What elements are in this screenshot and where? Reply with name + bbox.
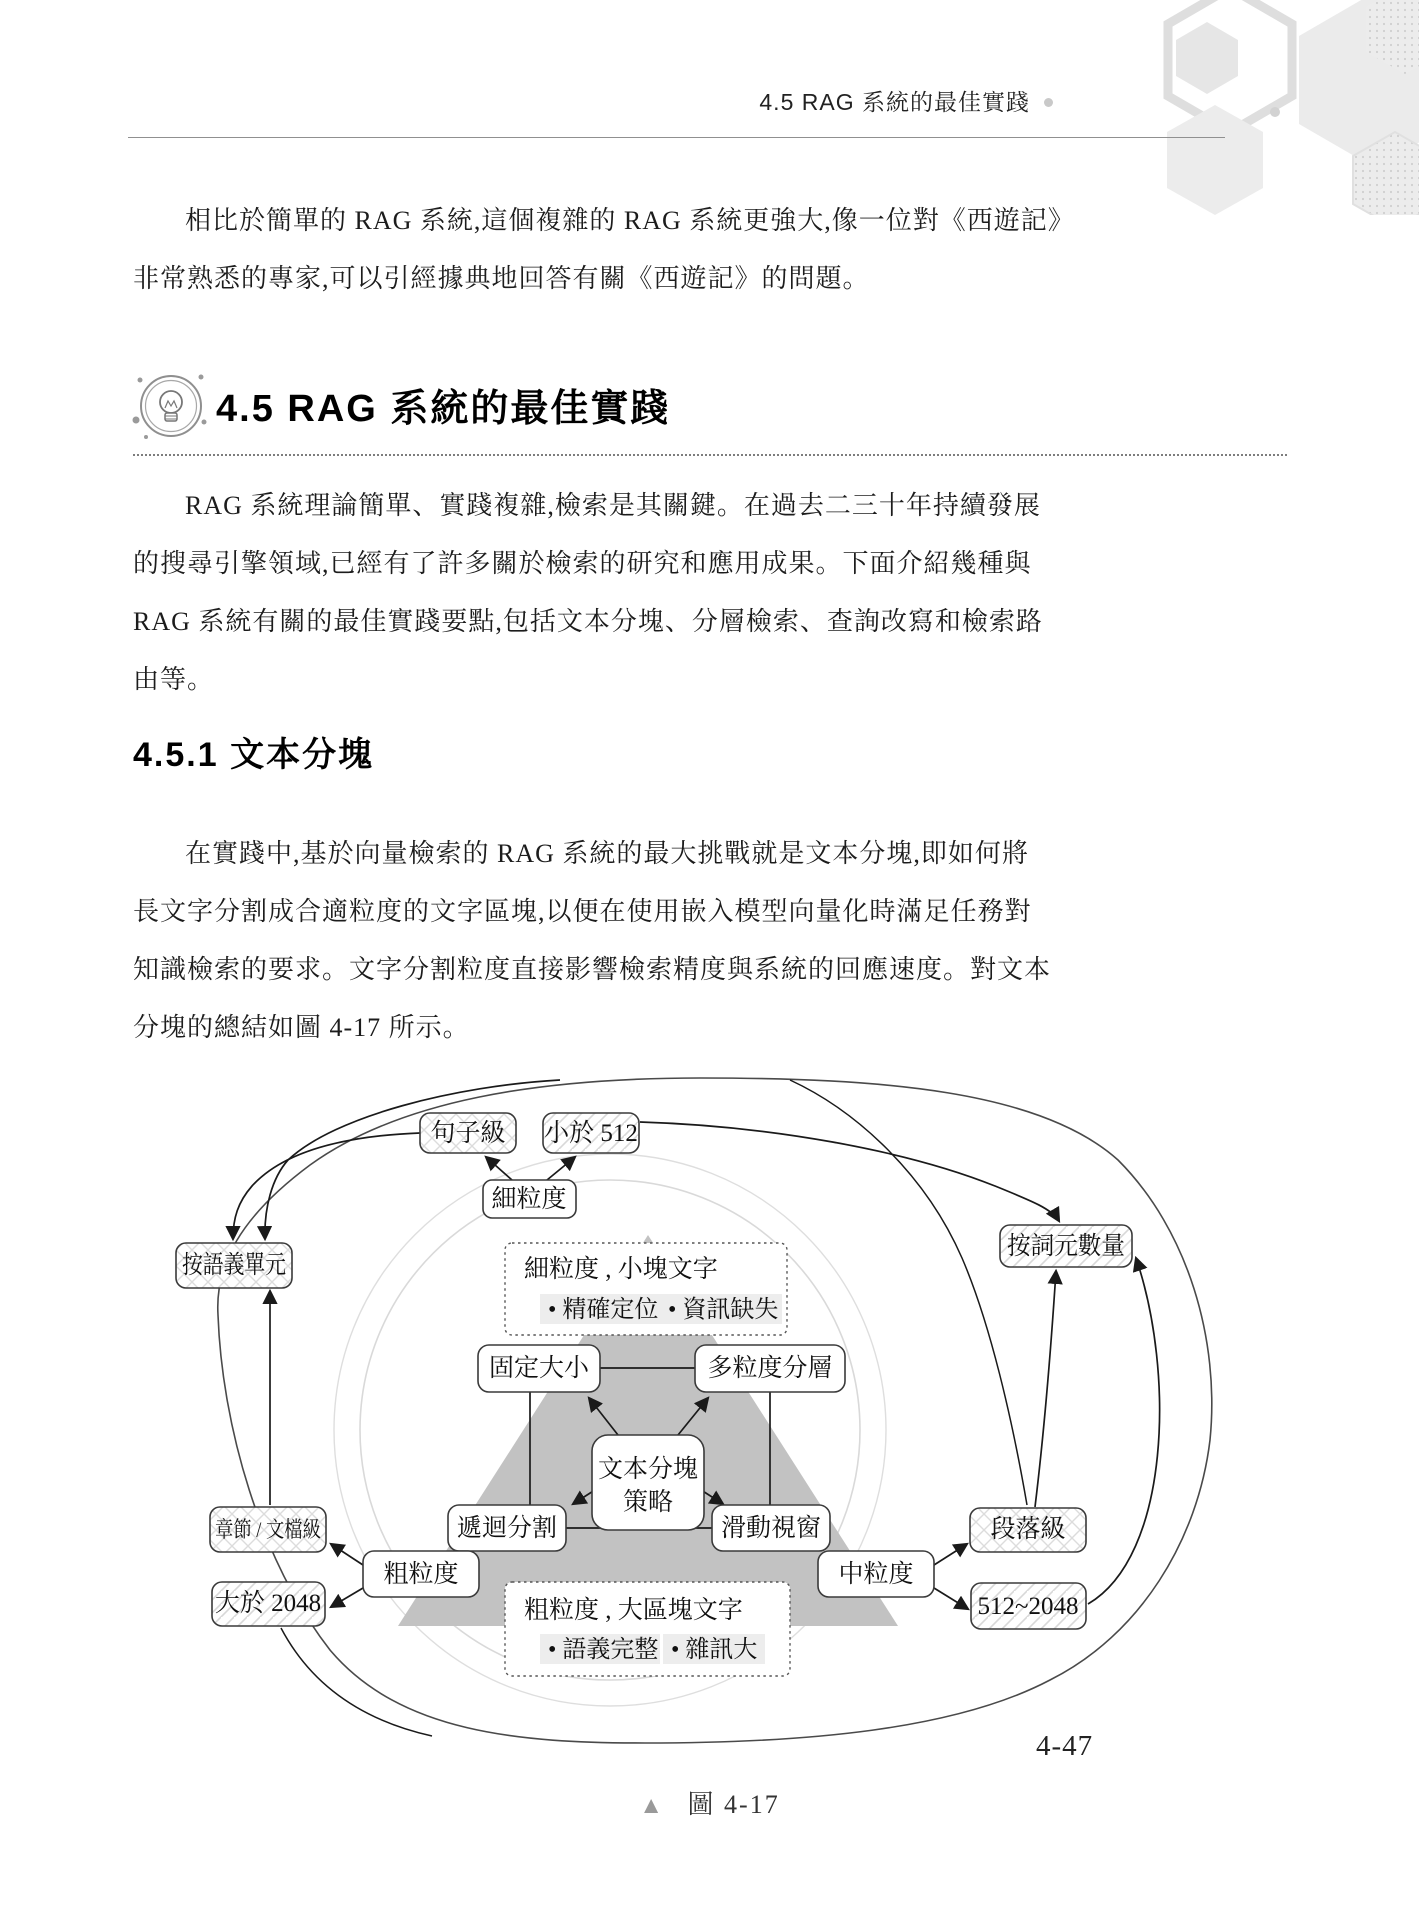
figure-caption-text: 圖 4-17: [687, 1790, 780, 1819]
svg-text:粗粒度 , 大區塊文字: 粗粒度 , 大區塊文字: [524, 1597, 743, 1624]
paragraph-line: 由等。: [133, 665, 215, 694]
svg-text:粗粒度: 粗粒度: [383, 1561, 459, 1588]
svg-text:細粒度: 細粒度: [491, 1186, 567, 1213]
svg-text:策略: 策略: [622, 1489, 674, 1516]
running-header: 4.5 RAG 系統的最佳實踐: [759, 89, 1030, 115]
paragraph-line: RAG 系統理論簡單、實踐複雜,檢索是其關鍵。在過去二三十年持續發展: [185, 491, 1041, 520]
paragraph-line: 相比於簡單的 RAG 系統,這個複雜的 RAG 系統更強大,像一位對《西遊記》: [185, 206, 1075, 235]
node-medium-granularity: [818, 1551, 934, 1597]
paragraph-line: 長文字分割成合適粒度的文字區塊,以便在使用嵌入模型向量化時滿足任務對: [133, 897, 1032, 926]
svg-text:• 語義完整: • 語義完整: [548, 1637, 659, 1663]
figure-caption: [0, 1784, 1419, 1821]
svg-text:句子級: 句子級: [430, 1120, 506, 1147]
header-dot: [1044, 98, 1053, 107]
svg-text:細粒度 , 小塊文字: 細粒度 , 小塊文字: [524, 1256, 718, 1283]
figure-caption-marker: ▲: [639, 1793, 666, 1819]
subsection-title: 4.5.1 文本分塊: [133, 736, 375, 774]
node-sliding-window: [712, 1505, 830, 1551]
node-text-chunking-strategy: [592, 1435, 704, 1530]
paragraph-line: 分塊的總結如圖 4-17 所示。: [133, 1013, 470, 1042]
svg-text:• 精確定位: • 精確定位: [548, 1297, 659, 1323]
node-512-to-2048: [971, 1583, 1086, 1629]
svg-text:段落級: 段落級: [990, 1516, 1066, 1543]
svg-text:按語義單元: 按語義單元: [182, 1252, 308, 1279]
node-recursive-split: [448, 1505, 566, 1551]
svg-text:中粒度: 中粒度: [838, 1561, 914, 1588]
svg-text:章節 / 文檔級: 章節 / 文檔級: [215, 1517, 321, 1542]
paragraph-line: 非常熟悉的專家,可以引經據典地回答有關《西遊記》的問題。: [133, 264, 870, 293]
node-fixed-size: [478, 1345, 600, 1392]
svg-text:大於 2048: 大於 2048: [214, 1590, 322, 1617]
node-token-count: [1000, 1225, 1132, 1267]
node-semantic-unit: [176, 1243, 308, 1288]
node-multi-granularity: [695, 1345, 845, 1392]
svg-text:• 資訊缺失: • 資訊缺失: [668, 1297, 779, 1323]
svg-text:固定大小: 固定大小: [488, 1355, 590, 1382]
node-coarse-granularity: [363, 1551, 479, 1597]
page-number: 4-47: [1036, 1730, 1094, 1762]
svg-text:• 雜訊大: • 雜訊大: [671, 1637, 758, 1663]
svg-text:滑動視窗: 滑動視窗: [720, 1515, 822, 1542]
paragraph-line: 知識檢索的要求。文字分割粒度直接影響檢索精度與系統的回應速度。對文本: [133, 955, 1052, 984]
section-dotted-rule: [133, 454, 1287, 456]
figure-4-17-diagram: [0, 1058, 1419, 1818]
node-chapter-doc-level: [210, 1507, 326, 1552]
lightbulb-icon: [130, 364, 212, 450]
svg-text:小於 512: 小於 512: [544, 1120, 638, 1147]
node-fine-granularity: [483, 1180, 576, 1218]
node-less-than-512: [543, 1113, 639, 1153]
hexagon-decoration-icon: [975, 0, 1419, 215]
node-paragraph-level: [970, 1508, 1086, 1552]
svg-text:多粒度分層: 多粒度分層: [707, 1355, 833, 1382]
note-fine-granularity: [505, 1243, 787, 1335]
svg-text:按詞元數量: 按詞元數量: [1007, 1233, 1133, 1260]
paragraph-line: RAG 系統有關的最佳實踐要點,包括文本分塊、分層檢索、查詢改寫和檢索路: [133, 607, 1043, 636]
svg-text:遞迴分割: 遞迴分割: [456, 1515, 558, 1542]
svg-text:文本分塊: 文本分塊: [597, 1456, 699, 1483]
header-rule: [128, 137, 1225, 138]
node-sentence-level: [420, 1113, 516, 1153]
section-title: 4.5 RAG 系統的最佳實踐: [216, 388, 671, 430]
note-coarse-granularity: [505, 1582, 790, 1676]
paragraph-line: 在實踐中,基於向量檢索的 RAG 系統的最大挑戰就是文本分塊,即如何將: [185, 839, 1029, 868]
paragraph-line: 的搜尋引擎領域,已經有了許多關於檢索的研究和應用成果。下面介紹幾種與: [133, 549, 1032, 578]
node-greater-than-2048: [212, 1582, 325, 1626]
svg-text:512~2048: 512~2048: [977, 1593, 1079, 1620]
